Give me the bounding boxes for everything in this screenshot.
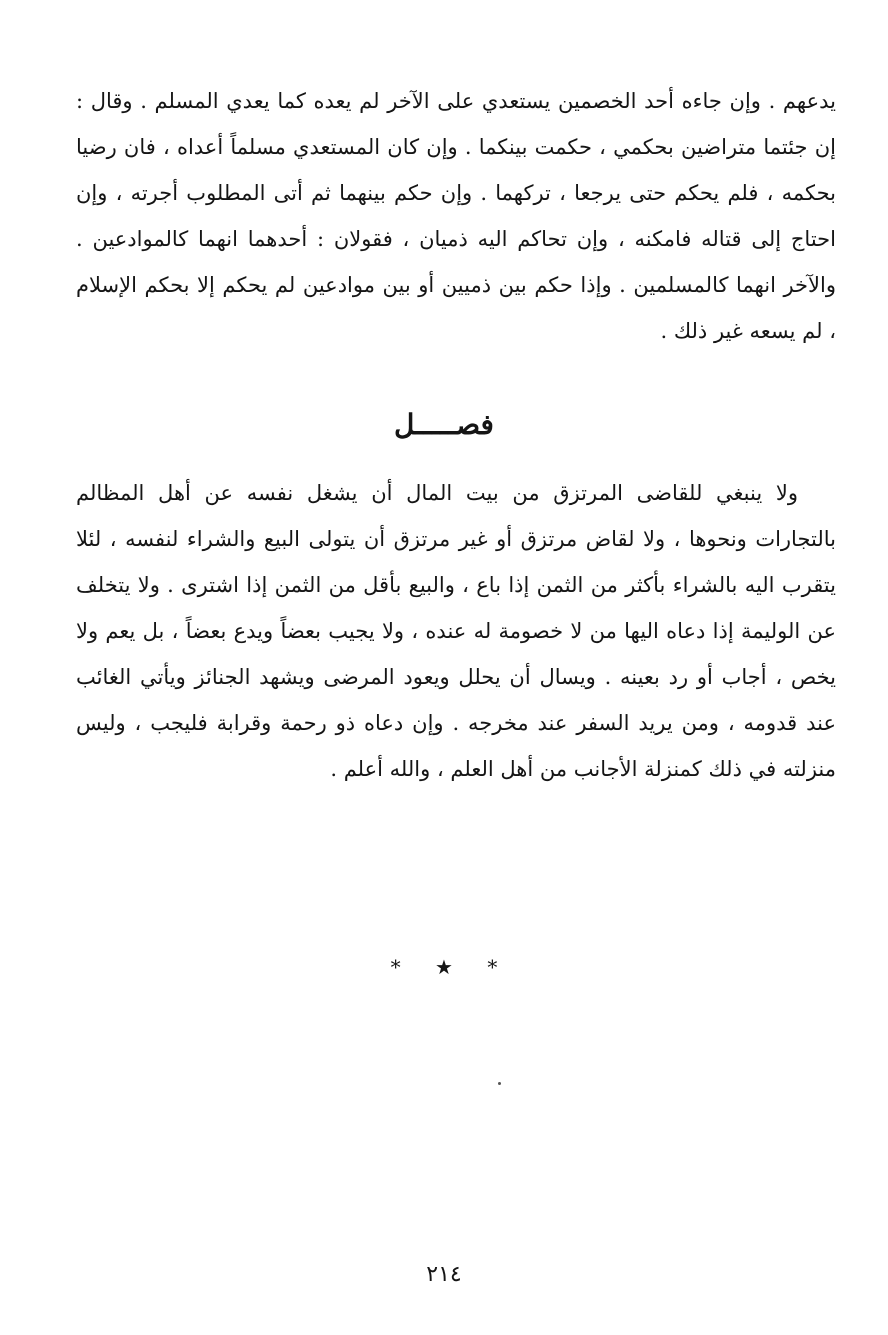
section-heading: فصـــــل bbox=[394, 408, 494, 441]
paragraph-second: ولا ينبغي للقاضى المرتزق من بيت المال أن يشغل نفسه عن أهل المظالم بالتجارات ونحوها ، ولا لقاض مرتزق أو غير مرتزق أن يتولى البيع والشراء لنفسه ، لئلا يتقرب اليه بالشراء بأكثر من الثمن إذا باع ، والبيع بأقل من الثمن إذا اشترى . ولا يتخلف عن الوليمة إذا دعاه اليها من لا خصومة له عنده ، ولا يجيب بعضاً ويدع بعضاً ، بل يعم ولا يخص ، أجاب أو رد بعينه . ويسال أن يحلل ويعود المرضى ويشهد الجنائز ويأتي الغائب عند قدومه ، ومن يريد السفر عند مخرجه . وإن دعاه ذو رحمة وقرابة فليجب ، وليس منزلته في ذلك كمنزلة الأجانب من أهل العلم ، والله أعلم . bbox=[76, 481, 836, 781]
star-icon: * bbox=[487, 955, 498, 979]
section-divider-ornament bbox=[0, 955, 888, 979]
star-icon: ★ bbox=[435, 955, 453, 979]
print-speck bbox=[498, 1082, 501, 1085]
page-number: ٢١٤ bbox=[426, 1262, 462, 1287]
paragraph-first: يدعهم . وإن جاءه أحد الخصمين يستعدي على الآخر لم يعده كما يعدي المسلم . وقال : إن جئتما متراضين بحكمي ، حكمت بينكما . وإن كان المستعدي مسلماً أعداه ، فان رضيا بحكمه ، فلم يحكم حتى يرجعا ، تركهما . وإن حكم بينهما ثم أتى المطلوب أجرته ، وإن احتاج إلى قتاله فامكنه ، وإن تحاكم اليه ذميان ، فقولان : أحدهما انهما كالموادعين . والآخر انهما كالمسلمين . وإذا حكم بين ذميين أو بين موادعين لم يحكم إلا بحكم الإسلام ، لم يسعه غير ذلك . bbox=[76, 89, 836, 343]
star-icon: * bbox=[390, 955, 401, 979]
